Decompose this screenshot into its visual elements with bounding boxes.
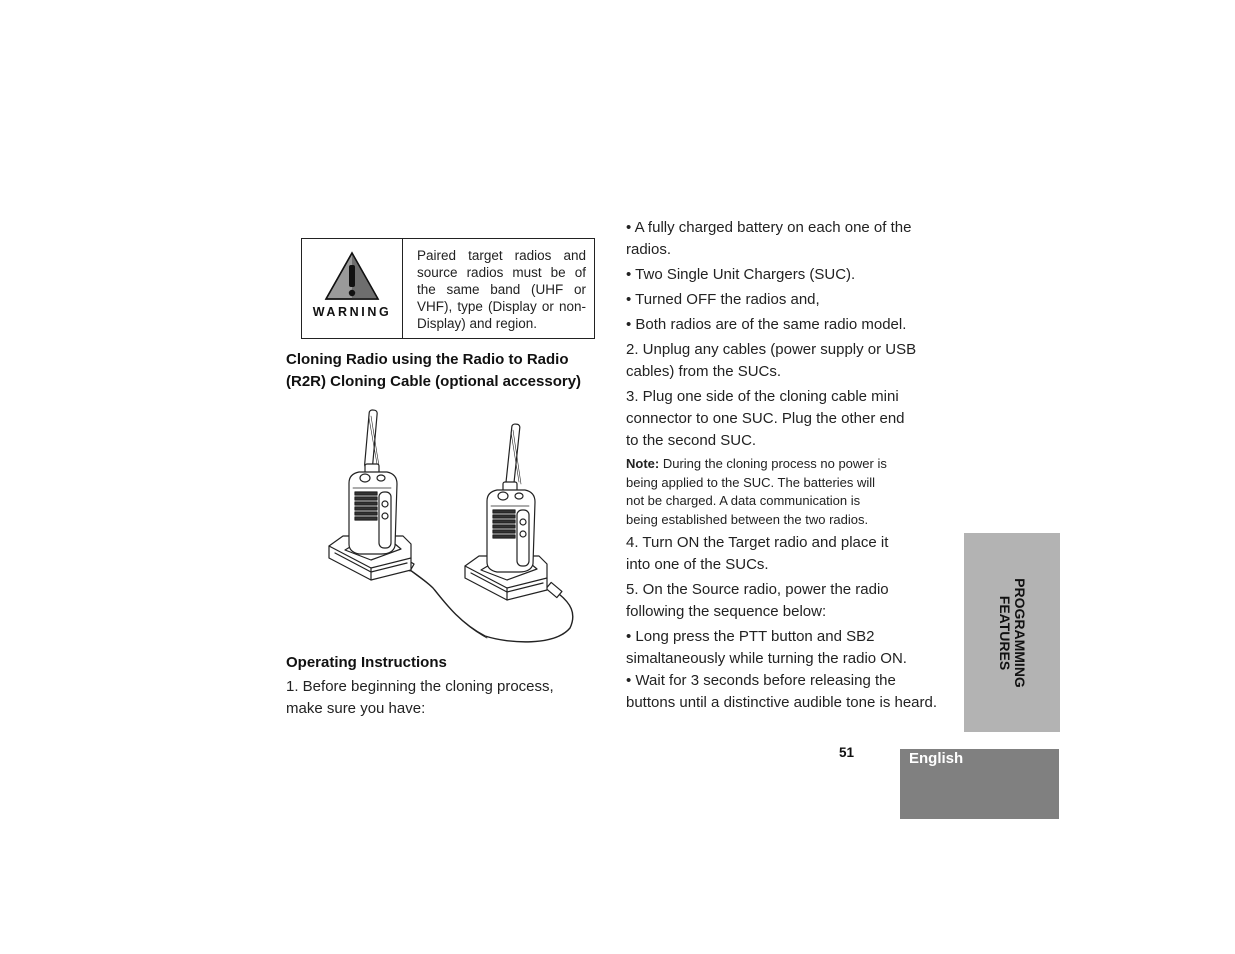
chapter-side-tab [964, 533, 1060, 732]
step-1-text: 1. Before beginning the cloning process, make sure you have: [286, 678, 554, 717]
step-2-text: 2. Unplug any cables (power supply or USB cables) from the SUCs. [626, 341, 917, 380]
warning-label: WARNING [312, 305, 392, 319]
step-4-line-2: into one of the SUCs. [626, 556, 769, 573]
bullet-model: • Both radios are of the same radio model. [626, 316, 907, 333]
note-line-2: being applied to the SUC. The batteries will [626, 474, 876, 490]
chapter-side-tab-line-2: FEATURES [997, 595, 1013, 670]
warning-triangle-icon [324, 251, 380, 301]
note-line-3: not be charged. A data communication is [626, 493, 861, 508]
note-line-1: During the cloning process no power is [662, 456, 887, 471]
bullet-ptt-line-1: • Long press the PTT button and SB2 [626, 628, 875, 645]
operating-instructions-heading: Operating Instructions [286, 654, 447, 671]
warning-text: Paired target radios and source radios must be of the same band (UHF or VHF), type (Display or non-Display) and region. [417, 248, 586, 331]
step-3-text [626, 386, 956, 452]
section-heading-line-1: Cloning Radio using the Radio to Radio [286, 351, 569, 368]
page-number: 51 [839, 745, 855, 760]
step-3-line-1: 3. Plug one side of the cloning cable mini [626, 388, 899, 405]
bullet-off: • Turned OFF the radios and, [626, 291, 820, 308]
bullet-wait [626, 670, 956, 714]
bullet-ptt [626, 626, 956, 670]
note-line-4: being established between the two radios. [626, 511, 869, 527]
radios-cloning-illustration [325, 408, 580, 645]
chapter-side-tab-line-1: PROGRAMMING [1012, 577, 1028, 688]
bullet-battery: • A fully charged battery on each one of the radios. [626, 219, 912, 258]
step-5-text: 5. On the Source radio, power the radio following the sequence below: [626, 581, 889, 620]
bullet-wait-line-1: • Wait for 3 seconds before releasing the [626, 672, 896, 689]
section-heading-line-2: (R2R) Cloning Cable (optional accessory) [286, 373, 582, 390]
bullet-ptt-line-2: simaltaneously while turning the radio ON. [626, 650, 907, 667]
left-radio [349, 410, 397, 554]
language-tab [900, 749, 1059, 819]
step-3-line-2: connector to one SUC. Plug the other end [626, 410, 905, 427]
right-radio [487, 424, 535, 572]
language-label: English [909, 750, 964, 767]
bullet-wait-line-2: buttons until a distinctive audible tone is heard. [626, 694, 938, 711]
chapter-side-tab-label [997, 578, 1027, 688]
section-heading [286, 349, 606, 393]
bullet-suc: • Two Single Unit Chargers (SUC). [626, 266, 856, 283]
step-3-line-3: to the second SUC. [626, 432, 757, 449]
warning-divider [402, 239, 403, 338]
warning-box [301, 238, 595, 339]
step-4-line-1: 4. Turn ON the Target radio and place it [626, 534, 889, 551]
note-block [626, 455, 956, 529]
right-column [626, 217, 956, 714]
note-label: Note: [626, 456, 660, 471]
step-4-text [626, 532, 956, 576]
